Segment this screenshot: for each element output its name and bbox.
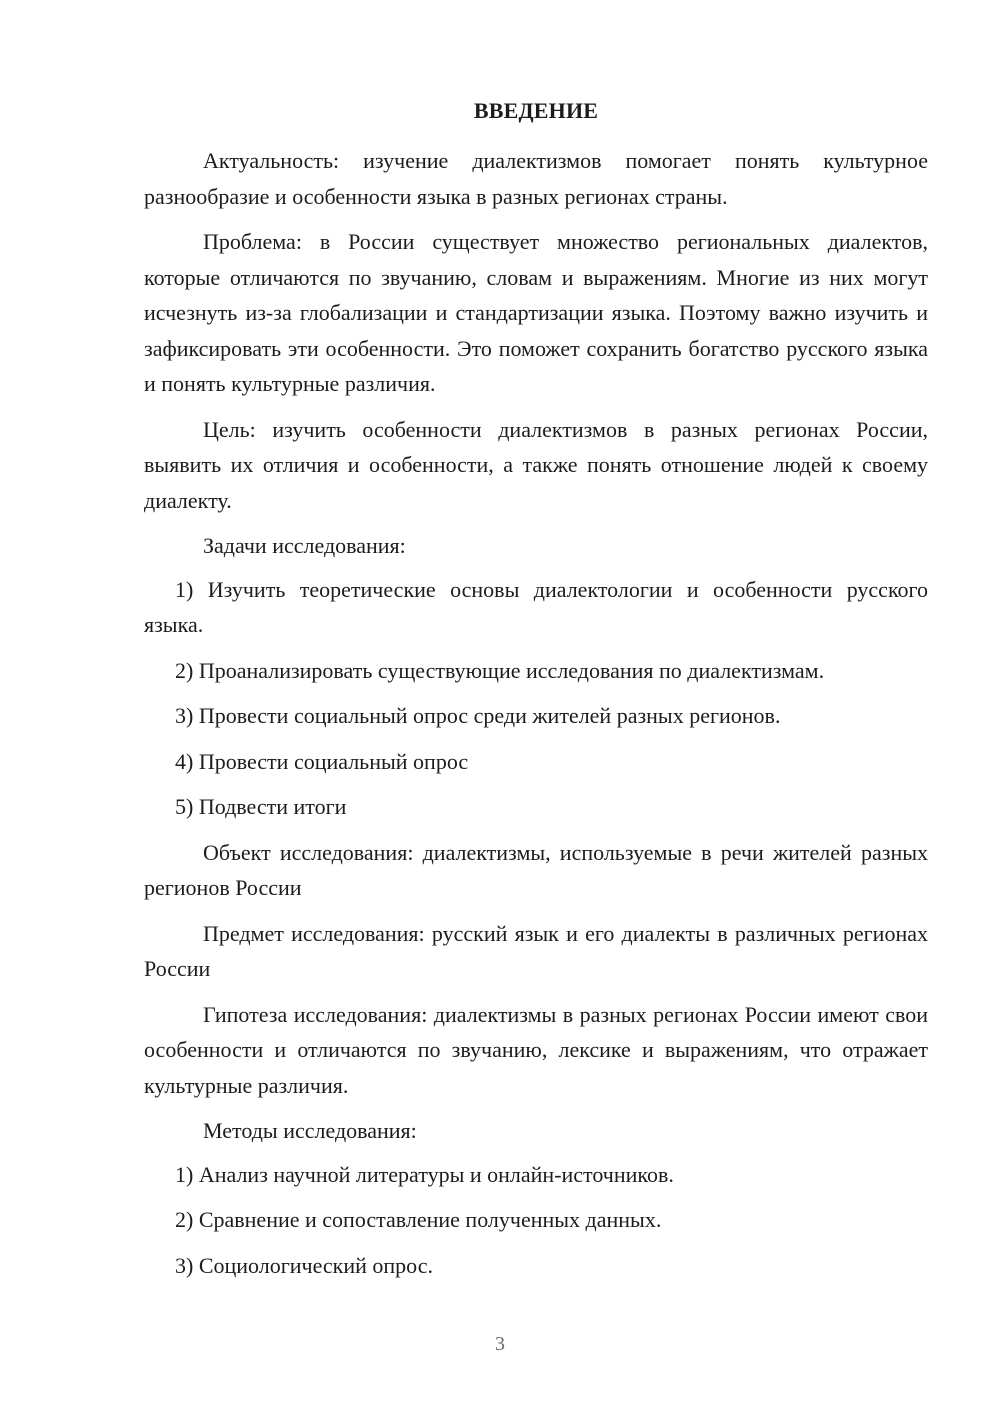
method-item: 2) Сравнение и сопоставление полученных данных. — [175, 1207, 662, 1232]
page-number: 3 — [495, 1333, 505, 1355]
methods-heading: Методы исследования: — [203, 1118, 417, 1143]
task-item: 4) Провести социальный опрос — [175, 748, 469, 774]
subject-paragraph: Предмет исследования: русский язык и его диалекты в различных регионах России — [144, 920, 928, 981]
problem-paragraph: Проблема: в России существует множество региональных диалектов, которые отличаются по звучанию, словам и выражениям. Многие из них могут исчезнуть из-за глобализации и стандартизации языка. Поэтому важно изучить и зафиксировать эти особенности. Это поможет сохранить богатство русского языка и понять культурные различия. — [144, 229, 928, 396]
object-paragraph: Объект исследования: диалектизмы, используемые в речи жителей разных регионов России — [144, 839, 928, 900]
task-item: 5) Подвести итоги — [175, 794, 347, 819]
tasks-heading: Задачи исследования: — [203, 533, 406, 558]
hypothesis-paragraph: Гипотеза исследования: диалектизмы в разных регионах России имеют свои особенности и отличаются по звучанию, лексике и выражениям, что отражает культурные различия. — [144, 1001, 928, 1098]
task-item: 3) Провести социальный опрос среди жителей разных регионов. — [175, 703, 781, 728]
goal-paragraph: Цель: изучить особенности диалектизмов в разных регионах России, выявить их отличия и особенности, а также понять отношение людей к своему диалекту. — [144, 416, 928, 513]
method-item: 3) Социологический опрос. — [175, 1252, 433, 1278]
section-title: ВВЕДЕНИЕ — [473, 98, 599, 123]
relevance-paragraph: Актуальность: изучение диалектизмов помогает понять культурное разнообразие и особенности языка в разных регионах страны. — [144, 148, 928, 209]
task-item: 2) Проанализировать существующие исследования по диалектизмам. — [175, 657, 825, 683]
task-item: 1) Изучить теоретические основы диалектологии и особенности русского языка. — [144, 576, 928, 637]
document-page — [144, 96, 928, 1293]
method-item: 1) Анализ научной литературы и онлайн-источников. — [175, 1161, 674, 1187]
